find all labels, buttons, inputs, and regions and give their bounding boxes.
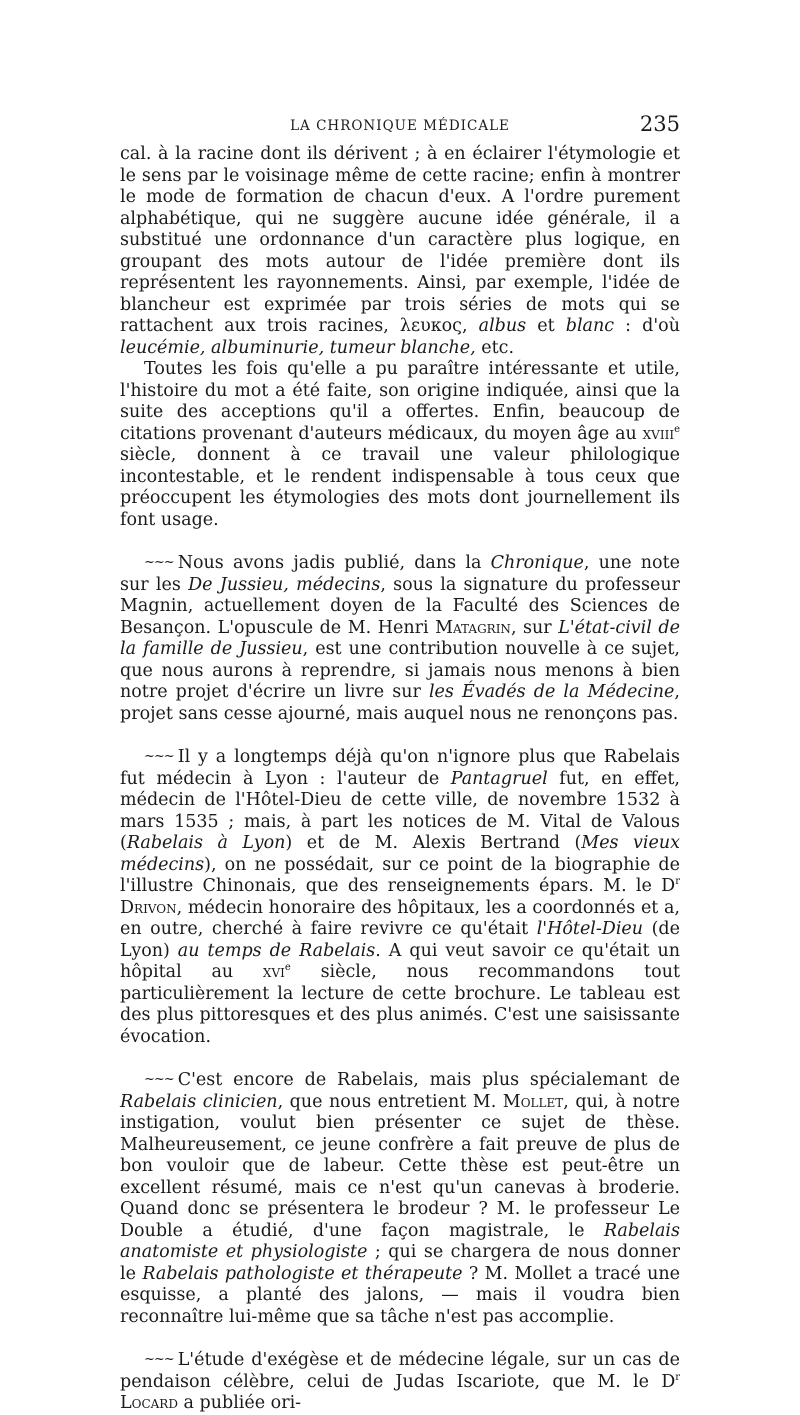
text-run: Nous avons jadis publié, dans la <box>177 553 491 573</box>
text-run: a publiée ori- <box>177 1393 302 1413</box>
latin-word: albus <box>478 316 527 336</box>
author-name: Mollet <box>502 1091 564 1112</box>
paragraph-de-jussieu <box>120 552 680 725</box>
title-italic: Rabelais pathologiste et thérapeute <box>142 1263 463 1284</box>
century: xvi <box>262 962 285 982</box>
text-run: siècle, nous recommandons tout particulièrement la lecture de cette brochure. Le tableau est des plus pittoresques et des plus animés. C'est une saisissante évocation. <box>120 962 681 1047</box>
wave-ornament-icon: ~~~ <box>144 749 174 764</box>
title-italic: l'Hôtel-Dieu <box>536 919 644 939</box>
superscript: e <box>674 423 680 435</box>
superscript: r <box>675 876 680 888</box>
paragraph-judas <box>120 1349 680 1415</box>
title-italic: De Jussieu, médecins <box>188 574 381 595</box>
paragraph-word-history <box>120 359 680 531</box>
text-run: etc. <box>475 337 515 358</box>
title-italic: Mes vieux médecins <box>120 833 680 875</box>
title-italic: Rabelais à Lyon <box>126 833 286 853</box>
running-title: LA CHRONIQUE MÉDICALE <box>290 118 510 134</box>
french-word: blanc <box>565 316 615 336</box>
title-italic: L'état-civil de la famille de Jussieu <box>120 617 680 659</box>
wave-ornament-icon: ~~~ <box>144 1352 174 1367</box>
text-run: ; qui se chargera de nous donner le <box>120 1242 681 1284</box>
text-run: et <box>526 316 566 336</box>
text-run: , une note sur les <box>120 553 680 595</box>
century: xviii <box>642 423 675 444</box>
text-run: cal. à la racine dont ils dérivent ; à en éclairer l'étymologie et le sens par le voisinage même de cette racine; enfin à montrer le mode de formation de chacun d'eux. A l'ordre purement alphabétique, qui ne suggère aucune idée générale, il a substitué une ordonnance d'un caractère plus logique, en groupant des mots autour de l'idée première dont ils représentent les rayonnements. Ainsi, par exemple, l'idée de blancheur est exprimée par trois séries de mots qui se rattachent aux trois racines, <box>120 144 680 336</box>
text-run: , <box>461 316 479 336</box>
text-run: (de Lyon) <box>120 919 680 961</box>
medical-terms: leucémie, albuminurie, tumeur blanche, <box>120 337 476 358</box>
text-run: , projet sans cesse ajourné, mais auquel nous ne renonçons pas. <box>120 682 680 724</box>
text-run: , médecin honoraire des hôpitaux, les a coordonnés et a, en outre, cherché à faire revivre ce qu'était <box>120 897 680 939</box>
page-number: 235 <box>639 112 680 136</box>
text-run: , que nous entretient M. <box>277 1091 503 1112</box>
text-run: C'est encore de Rabelais, mais plus spécialemant de <box>177 1070 680 1090</box>
wave-ornament-icon: ~~~ <box>144 1072 174 1087</box>
text-run: ? M. Mollet a tracé une esquisse, a planté des jalons, — mais il voudra bien reconnaître lui-même que sa tâche n'est pas accomplie. <box>120 1263 680 1327</box>
text-run: , sous la signature du professeur Magnin, actuellement doyen de la Faculté des Sciences de Besançon. L'opuscule de M. Henri <box>120 574 680 638</box>
title-italic: Rabelais anatomiste et physiologiste <box>120 1220 680 1262</box>
text-run: : d'où <box>614 316 680 336</box>
article-body <box>120 144 680 1415</box>
superscript: e <box>284 962 291 974</box>
text-run: ) et de M. Alexis Bertrand ( <box>285 833 582 853</box>
superscript: r <box>675 1371 680 1383</box>
title-italic: Pantagruel <box>450 768 548 789</box>
author-name: Drivon <box>120 897 177 918</box>
text-run: L'étude d'exégèse et de médecine légale, sur un cas de pendaison célèbre, celui de Judas Iscariote, que M. le D <box>120 1350 680 1392</box>
greek-word: λευκος <box>399 316 462 336</box>
title-italic: les Évadés de la Médecine <box>428 682 675 702</box>
title-italic: Rabelais clinicien <box>120 1091 278 1112</box>
text-run: Il y a longtemps déjà qu'on n'ignore plus que Rabelais fut médecin à Lyon : l'auteur de <box>120 747 680 789</box>
author-name: Matagrin <box>435 617 511 638</box>
text-run: ), on ne possédait, sur ce point de la biographie de l'illustre Chinonais, que des renseignements épars. M. le D <box>120 854 680 896</box>
text-run: fut, en effet, médecin de l'Hôtel-Dieu de cette ville, de novembre 1532 à mars 1535 ; mais, à part les notices de M. Vital de Valous ( <box>120 768 680 853</box>
author-name: Locard <box>120 1393 178 1413</box>
page-header <box>120 112 680 142</box>
text-run: siècle, donnent à ce travail une valeur philologique incontestable, et le rendent indispensable à tous ceux que préoccupent les étymologies des mots dont journellement ils font usage. <box>120 445 680 530</box>
wave-ornament-icon: ~~~ <box>144 555 174 570</box>
paragraph-rabelais-lyon <box>120 746 680 1048</box>
text-run: , qui, à notre instigation, voulut bien présenter ce sujet de thèse. Malheureusement, ce jeune confrère a fait preuve de plus de bon vouloir que de labeur. Cette thèse est peut-être un excellent résumé, mais ce n'est qu'un canevas à broderie. Quand donc se présentera le brodeur ? M. le professeur Le Double a étudié, d'une façon magistrale, le <box>120 1091 680 1241</box>
paragraph-dictionary-method <box>120 144 680 359</box>
title-italic: au temps de Rabelais <box>177 940 376 961</box>
text-run: , est une contribution nouvelle à ce sujet, que nous aurons à reprendre, si jamais nous menons à bien notre projet d'écrire un livre sur <box>120 639 680 702</box>
text-run: Toutes les fois qu'elle a pu paraître intéressante et utile, l'histoire du mot a été faite, son origine indiquée, ainsi que la suite des acceptions qu'il a offertes. Enfin, beaucoup de citations provenant d'auteurs médicaux, du moyen âge au <box>120 359 680 444</box>
text-run: , sur <box>510 617 559 638</box>
paragraph-rabelais-clinicien <box>120 1069 680 1328</box>
title-italic: Chronique <box>490 553 584 573</box>
text-run: . A qui veut savoir ce qu'était un hôpital au <box>120 940 680 982</box>
